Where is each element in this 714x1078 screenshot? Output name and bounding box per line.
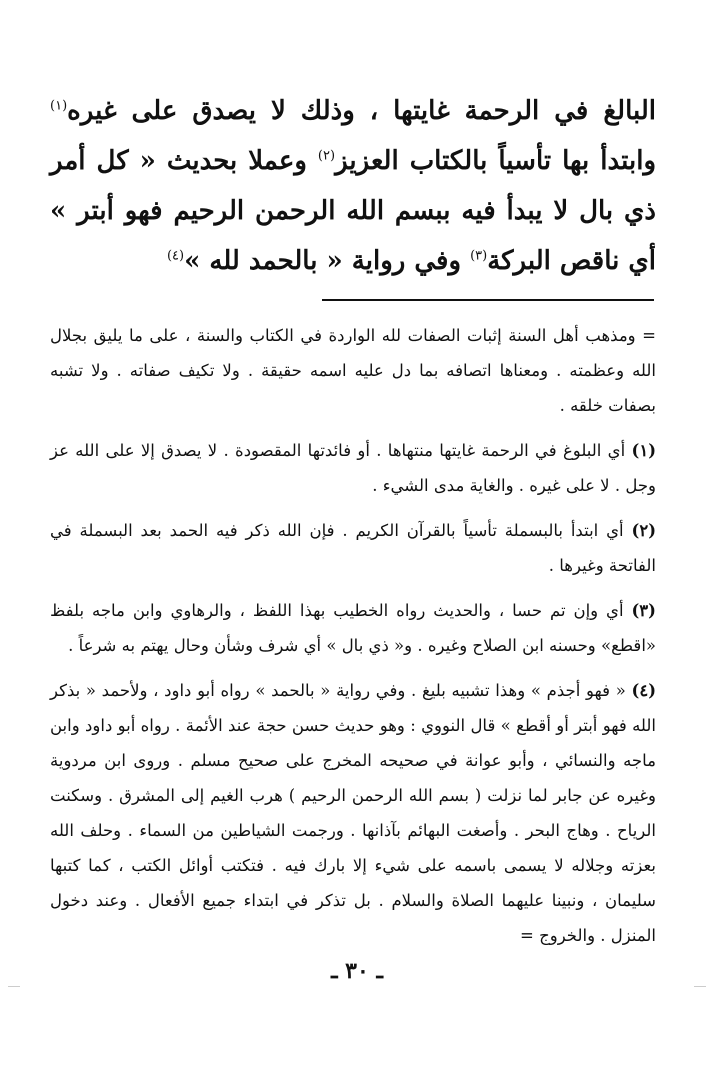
footnote-continuation: = ومذهب أهل السنة إثبات الصفات لله الواردة في الكتاب والسنة ، على ما يليق بجلال الله وعظمته . ومعناها اتصافه بما دل عليه اسمه حقيقة . ولا تكيف صفاته . ولا تشبه بصفات خلقه .: [50, 326, 656, 415]
page-number: ـ ٣٠ ـ: [331, 958, 383, 984]
footnote-1: [50, 433, 656, 503]
footnote-text: أي ابتدأ بالبسملة تأسياً بالقرآن الكريم . فإن الله ذكر فيه الحمد بعد البسملة في الفاتحة وغيرها .: [50, 521, 656, 575]
footnote-number: (٤): [631, 681, 657, 700]
main-text-segment: وعملا بحديث « كل أمر ذي بال لا يبدأ فيه ببسم الله الرحمن الرحيم فهو أبتر » أي ناقص البركة: [50, 146, 656, 276]
footnote-ref-3[interactable]: (٣): [470, 248, 488, 264]
footnote-4: [50, 673, 656, 953]
footnote-2: [50, 513, 656, 583]
footnote-number: (٣): [631, 601, 656, 620]
footnote-ref-1[interactable]: (١): [50, 98, 68, 114]
main-text-segment: البالغ في الرحمة غايتها ، وذلك لا يصدق على غيره: [67, 96, 656, 126]
footnote-ref-4[interactable]: (٤): [166, 248, 185, 264]
main-text: [50, 86, 656, 286]
margin-mark: [694, 986, 706, 987]
footnote-text: « فهو أجذم » وهذا تشبيه بليغ . وفي رواية « بالحمد » رواه أبو داود ، ولأحمد « بذكر الله فهو أبتر أو أقطع » قال النووي : وهو حديث حسن حجة عند الأئمة . رواه أبو داود وابن ماجه والنسائي ، وأبو عوانة في صحيحه المخرج على صحيح مسلم . وروى ابن مردوية وغيره عن جابر لما نزلت ( بسم الله الرحمن الرحيم ) هرب الغيم إلى المشرق . وسكنت الرياح . وهاج البحر . وأصغت البهائم بآذانها . ورجمت الشياطين من السماء . وحلف الله بعزته وجلاله لا يسمى باسمه على شيء إلا بارك فيه . فتكتب أوائل الكتب ، كما كتبها سليمان ، ونبينا عليهما الصلاة والسلام . بل تذكر في ابتداء جميع الأفعال . وعند دخول المنزل . والخروج =: [50, 681, 656, 945]
footnote-3: [50, 593, 656, 663]
margin-mark: [8, 986, 20, 987]
footnotes: [50, 318, 656, 963]
main-paragraph: [50, 86, 656, 286]
footnote-text: أي وإن تم حسا ، والحديث رواه الخطيب بهذا اللفظ ، والرهاوي وابن ماجه بلفظ «اقطع» وحسنه ابن الصلاح وغيره . و« ذي بال » أي شرف وشأن وحال يهتم به شرعاً .: [50, 601, 656, 655]
footnote-number: (١): [631, 441, 656, 460]
footnote-ref-2[interactable]: (٢): [317, 148, 336, 164]
main-text-segment: وابتدأ بها تأسياً بالكتاب العزيز: [335, 146, 656, 176]
footnote-number: (٢): [631, 521, 656, 540]
footnote-text: أي البلوغ في الرحمة غايتها منتهاها . أو فائدتها المقصودة . لا يصدق إلا على الله عز وجل . لا على غيره . والغاية مدى الشيء .: [50, 441, 656, 495]
main-text-segment: وفي رواية « بالحمد لله »: [184, 246, 471, 276]
footnote-separator: [322, 299, 654, 301]
